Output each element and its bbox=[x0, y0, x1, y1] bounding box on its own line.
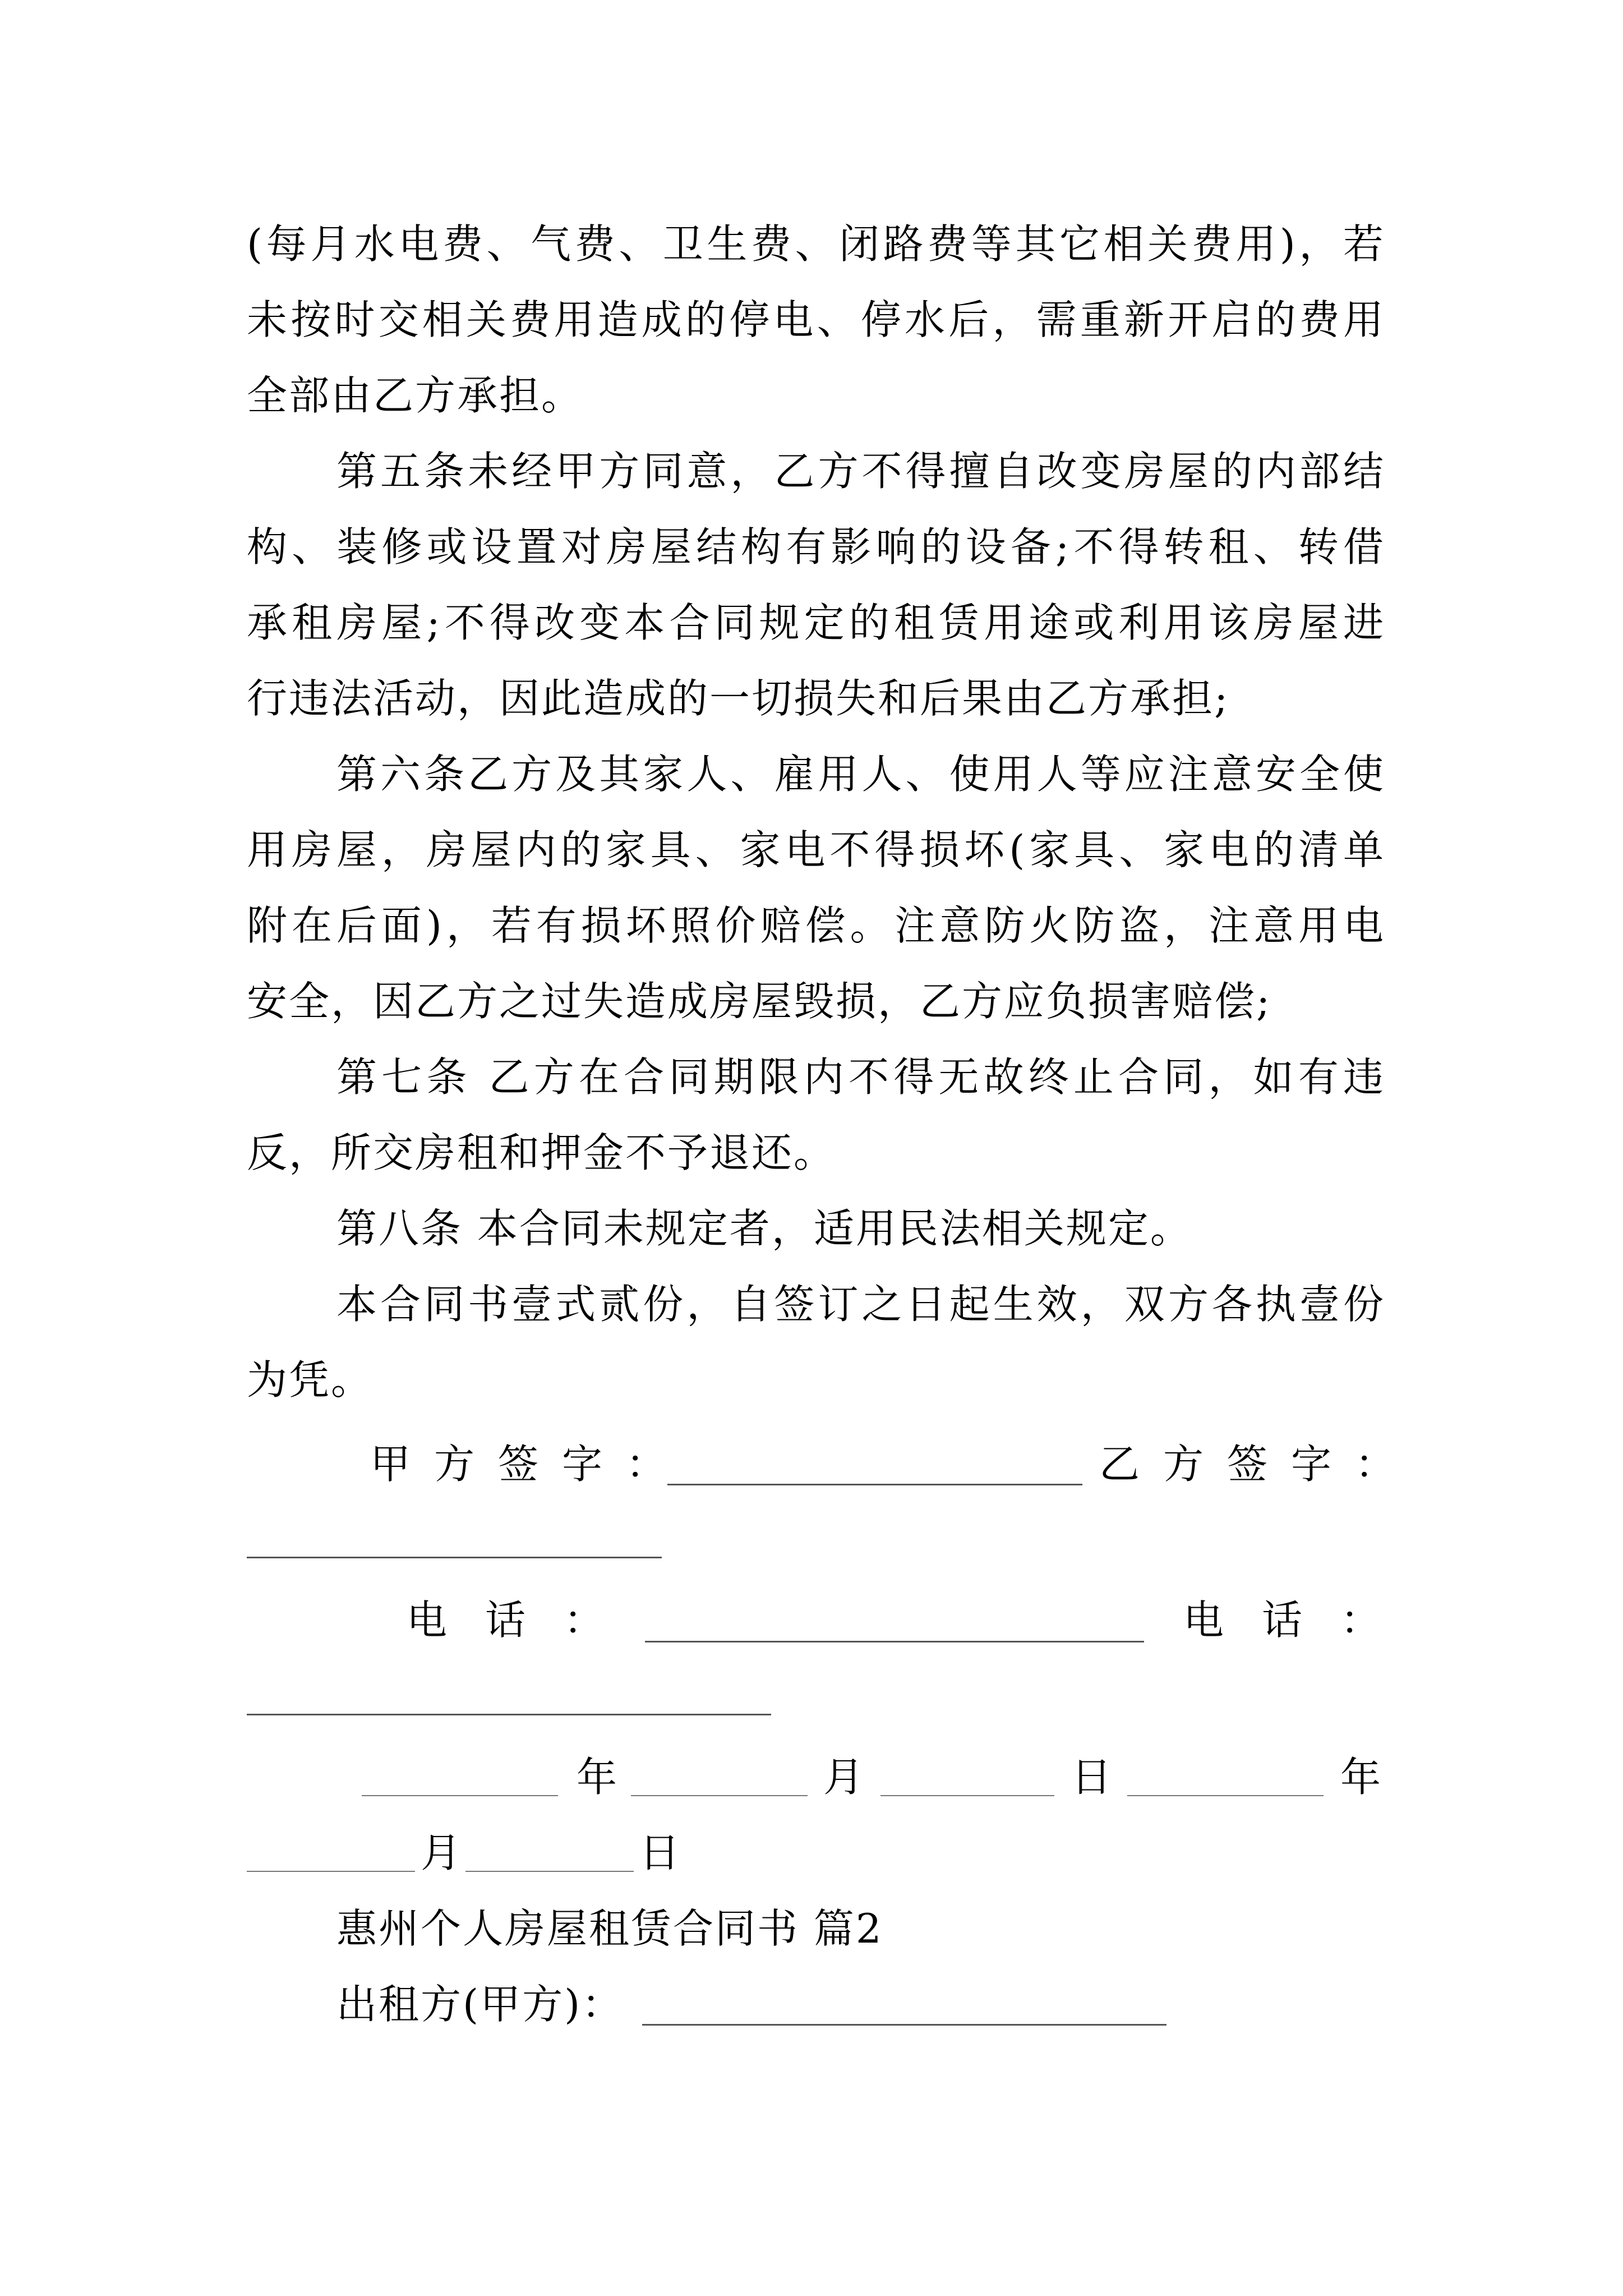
paragraph-line: 用房屋，房屋内的家具、家电不得损坏(家具、家电的清单 bbox=[247, 826, 1385, 873]
date-month-blank-2 bbox=[247, 1871, 415, 1872]
paragraph-line: 第五条未经甲方同意，乙方不得擅自改变房屋的内部结 bbox=[336, 448, 1385, 495]
date-month-label-2: 月 bbox=[421, 1829, 462, 1876]
party-a-signature-blank bbox=[667, 1484, 1082, 1485]
paragraph-line: 为凭。 bbox=[247, 1356, 374, 1404]
lessor-name-blank bbox=[642, 2024, 1166, 2026]
date-month-label: 月 bbox=[823, 1754, 864, 1801]
party-b-phone-blank bbox=[247, 1714, 771, 1715]
paragraph-line: 第六条乙方及其家人、雇用人、使用人等应注意安全使 bbox=[336, 751, 1385, 798]
party-a-signature-label: 甲方签字： bbox=[370, 1441, 690, 1488]
date-month-blank bbox=[631, 1795, 808, 1796]
date-year-blank bbox=[362, 1795, 558, 1796]
paragraph-line: 第七条 乙方在合同期限内不得无故终止合同，如有违 bbox=[336, 1053, 1385, 1101]
date-year-label: 年 bbox=[577, 1754, 617, 1801]
paragraph-line: 构、装修或设置对房屋结构有影响的设备;不得转租、转借 bbox=[247, 523, 1385, 570]
party-a-phone-label: 电话： bbox=[407, 1596, 643, 1644]
paragraph-line: 未按时交相关费用造成的停电、停水后，需重新开启的费用 bbox=[247, 296, 1385, 343]
paragraph-line: 行违法活动，因此造成的一切损失和后果由乙方承担; bbox=[247, 675, 1230, 722]
date-day-label: 日 bbox=[1071, 1754, 1112, 1801]
paragraph-line: 附在后面)，若有损坏照价赔偿。注意防火防盗，注意用电 bbox=[247, 902, 1385, 949]
lessor-label: 出租方(甲方)： bbox=[336, 1981, 624, 2028]
party-a-phone-blank bbox=[645, 1641, 1144, 1642]
party-b-signature-label: 乙方签字： bbox=[1099, 1441, 1419, 1488]
section-heading: 惠州个人房屋租赁合同书 篇2 bbox=[336, 1905, 883, 1952]
paragraph-line: 全部由乙方承担。 bbox=[247, 372, 584, 419]
paragraph-line: (每月水电费、气费、卫生费、闭路费等其它相关费用)，若 bbox=[247, 220, 1385, 268]
date-day-label-2: 日 bbox=[639, 1829, 680, 1876]
date-year-blank-2 bbox=[1127, 1795, 1324, 1796]
paragraph-line: 承租房屋;不得改变本合同规定的租赁用途或利用该房屋进 bbox=[247, 599, 1385, 646]
paragraph-line: 第八条 本合同未规定者，适用民法相关规定。 bbox=[336, 1205, 1192, 1252]
paragraph-line: 反，所交房租和押金不予退还。 bbox=[247, 1129, 836, 1176]
party-b-signature-blank bbox=[247, 1557, 662, 1558]
paragraph-line: 本合同书壹式贰份，自签订之日起生效，双方各执壹份 bbox=[336, 1281, 1385, 1328]
date-day-blank-2 bbox=[465, 1871, 634, 1872]
date-day-blank bbox=[880, 1795, 1054, 1796]
paragraph-line: 安全，因乙方之过失造成房屋毁损，乙方应负损害赔偿; bbox=[247, 978, 1272, 1025]
date-year-label-2: 年 bbox=[1340, 1754, 1381, 1801]
party-b-phone-label: 电话： bbox=[1183, 1596, 1419, 1644]
